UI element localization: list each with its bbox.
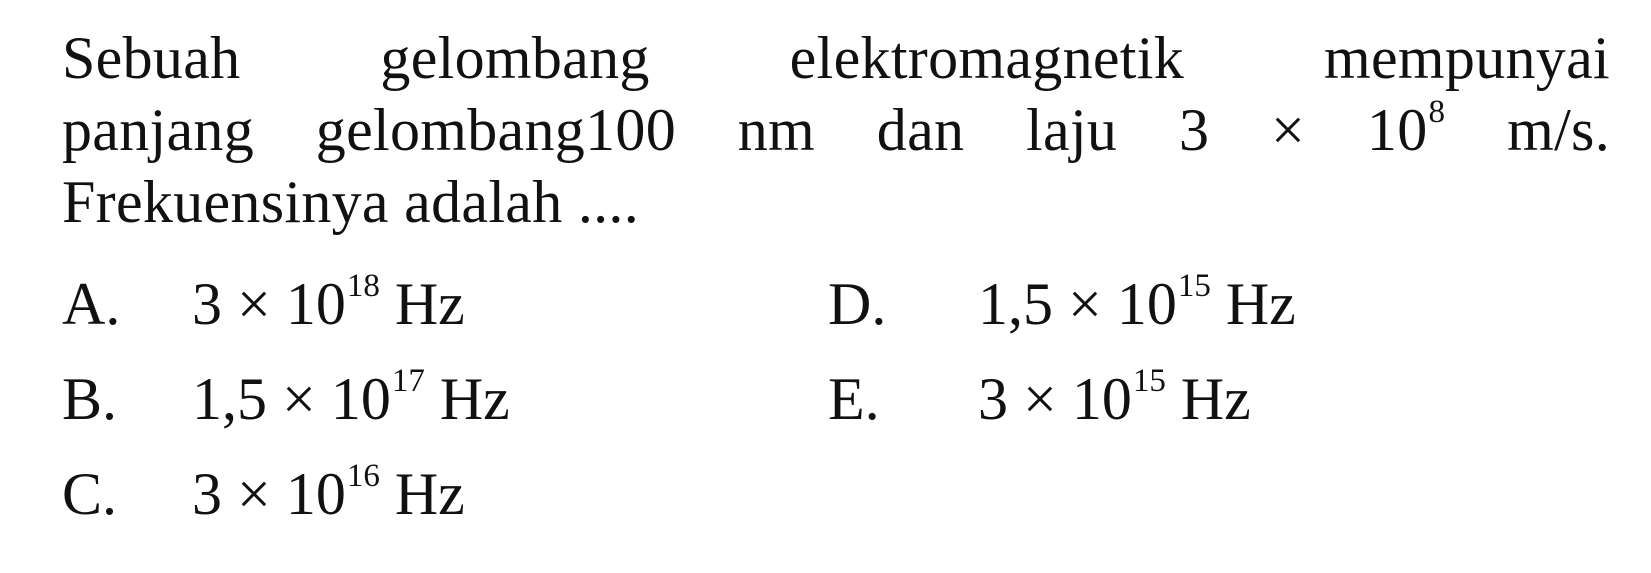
option-unit: Hz xyxy=(379,271,465,337)
option-exponent: 15 xyxy=(1177,267,1211,304)
option-value: 3 × 10 xyxy=(978,366,1132,432)
option-e[interactable] xyxy=(828,363,1251,435)
option-letter: A. xyxy=(62,271,121,337)
option-unit: Hz xyxy=(424,366,510,432)
option-value: 1,5 × 10 xyxy=(192,366,391,432)
option-unit: Hz xyxy=(379,461,465,527)
option-exponent: 18 xyxy=(346,267,380,304)
option-unit: Hz xyxy=(1165,366,1251,432)
question-line-2 xyxy=(62,94,1610,166)
option-value: 3 × 10 xyxy=(192,461,346,527)
option-letter: E. xyxy=(828,366,880,432)
question-text xyxy=(62,22,1610,238)
option-exponent: 15 xyxy=(1132,362,1166,399)
option-exponent: 17 xyxy=(391,362,425,399)
option-d[interactable] xyxy=(828,268,1296,340)
option-c[interactable] xyxy=(62,458,465,530)
question-line-3: Frekuensinya adalah .... xyxy=(62,169,640,235)
option-unit: Hz xyxy=(1210,271,1296,337)
question-line-2-exponent: 8 xyxy=(1428,93,1446,130)
option-letter: D. xyxy=(828,271,887,337)
question-line-2-text: panjang gelombang100 nm dan laju 3 × 10 xyxy=(62,97,1428,163)
question-line-2-unit: m/s. xyxy=(1445,97,1610,163)
option-value: 3 × 10 xyxy=(192,271,346,337)
option-letter: C. xyxy=(62,461,118,527)
option-exponent: 16 xyxy=(346,457,380,494)
option-letter: B. xyxy=(62,366,118,432)
option-a[interactable] xyxy=(62,268,465,340)
question-line-1: Sebuah gelombang elektromagnetik mempunyai xyxy=(62,25,1610,91)
option-b[interactable] xyxy=(62,363,510,435)
option-value: 1,5 × 10 xyxy=(978,271,1177,337)
